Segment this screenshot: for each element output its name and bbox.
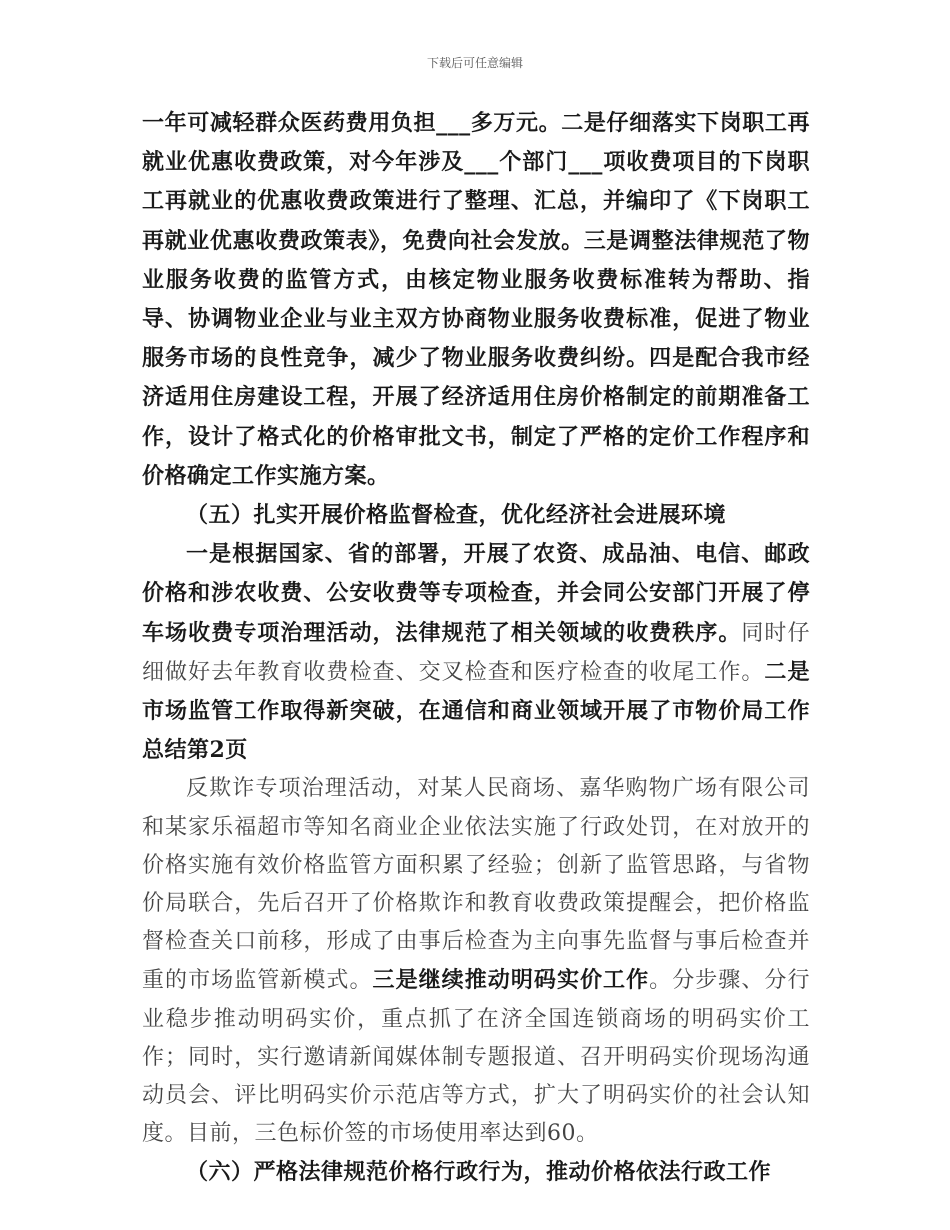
paragraph-text-regular: 反欺诈专项治理活动，对某人民商场、嘉华购物广场有限公司和某家乐福超市等知名商业企业依法实施了行政处罚，在对放开的价格实施有效价格监管方面积累了经验；创新了监管思路，与省物价局联合，先后召开了价格欺诈和教育收费政策提醒会，把价格监督检查关口前移，形成了由事后检查为主向事先监督与事后检查并重的市场监管新模式。 <box>142 776 810 994</box>
section-heading-6 <box>142 1153 810 1192</box>
paragraph-text-bold: 三是继续推动明码实价工作 <box>372 967 650 994</box>
section-heading-text: （五）扎实开展价格监督检查，优化经济社会进展环境 <box>186 502 727 529</box>
paragraph-inspection <box>142 535 810 770</box>
paragraph-anti-fraud <box>142 770 810 1153</box>
paragraph-text-regular: 同时仔细做好去年教育收费检查、交叉检查和医疗检查的收尾工作。 <box>142 620 810 685</box>
section-heading-5 <box>142 496 810 535</box>
paragraph-continuation <box>142 104 810 496</box>
section-heading-text: （六）严格法律规范价格行政行为，推动价格依法行政工作 <box>186 1159 772 1186</box>
paragraph-text-bold: 二是市场监管工作取得新突破，在通信和商业领域开展了市物价局工作总结第2页 <box>142 658 810 764</box>
page-header: 下载后可任意编辑 <box>426 56 523 70</box>
paragraph-text-regular: 。分步骤、分行业稳步推动明码实价，重点抓了在济全国连锁商场的明码实价工作；同时，实行邀请新闻媒体制专题报道、召开明码实价现场沟通动员会、评比明码实价示范店等方式，扩大了明码实价的社会认知度。目前，三色标价签的市场使用率达到60。 <box>142 968 810 1147</box>
document-body <box>142 104 810 1193</box>
paragraph-text-bold: 一是根据国家、省的部署，开展了农资、成品油、电信、邮政价格和涉农收费、公安收费等专项检查，并会同公安部门开展了停车场收费专项治理活动，法律规范了相关领域的收费秩序。 <box>142 541 810 646</box>
paragraph-text: 一年可减轻群众医药费用负担___多万元。二是仔细落实下岗职工再就业优惠收费政策，对今年涉及___个部门___项收费项目的下岗职工再就业的优惠收费政策进行了整理、汇总，并编印了《下岗职工再就业优惠收费政策表》，免费向社会发放。三是调整法律规范了物业服务收费的监管方式，由核定物业服务收费标准转为帮助、指导、协调物业企业与业主双方协商物业服务收费标准，促进了物业服务市场的良性竞争，减少了物业服务收费纠纷。四是配合我市经济适用住房建设工程，开展了经济适用住房价格制定的前期准备工作，设计了格式化的价格审批文书，制定了严格的定价工作程序和价格确定工作实施方案。 <box>142 110 810 489</box>
